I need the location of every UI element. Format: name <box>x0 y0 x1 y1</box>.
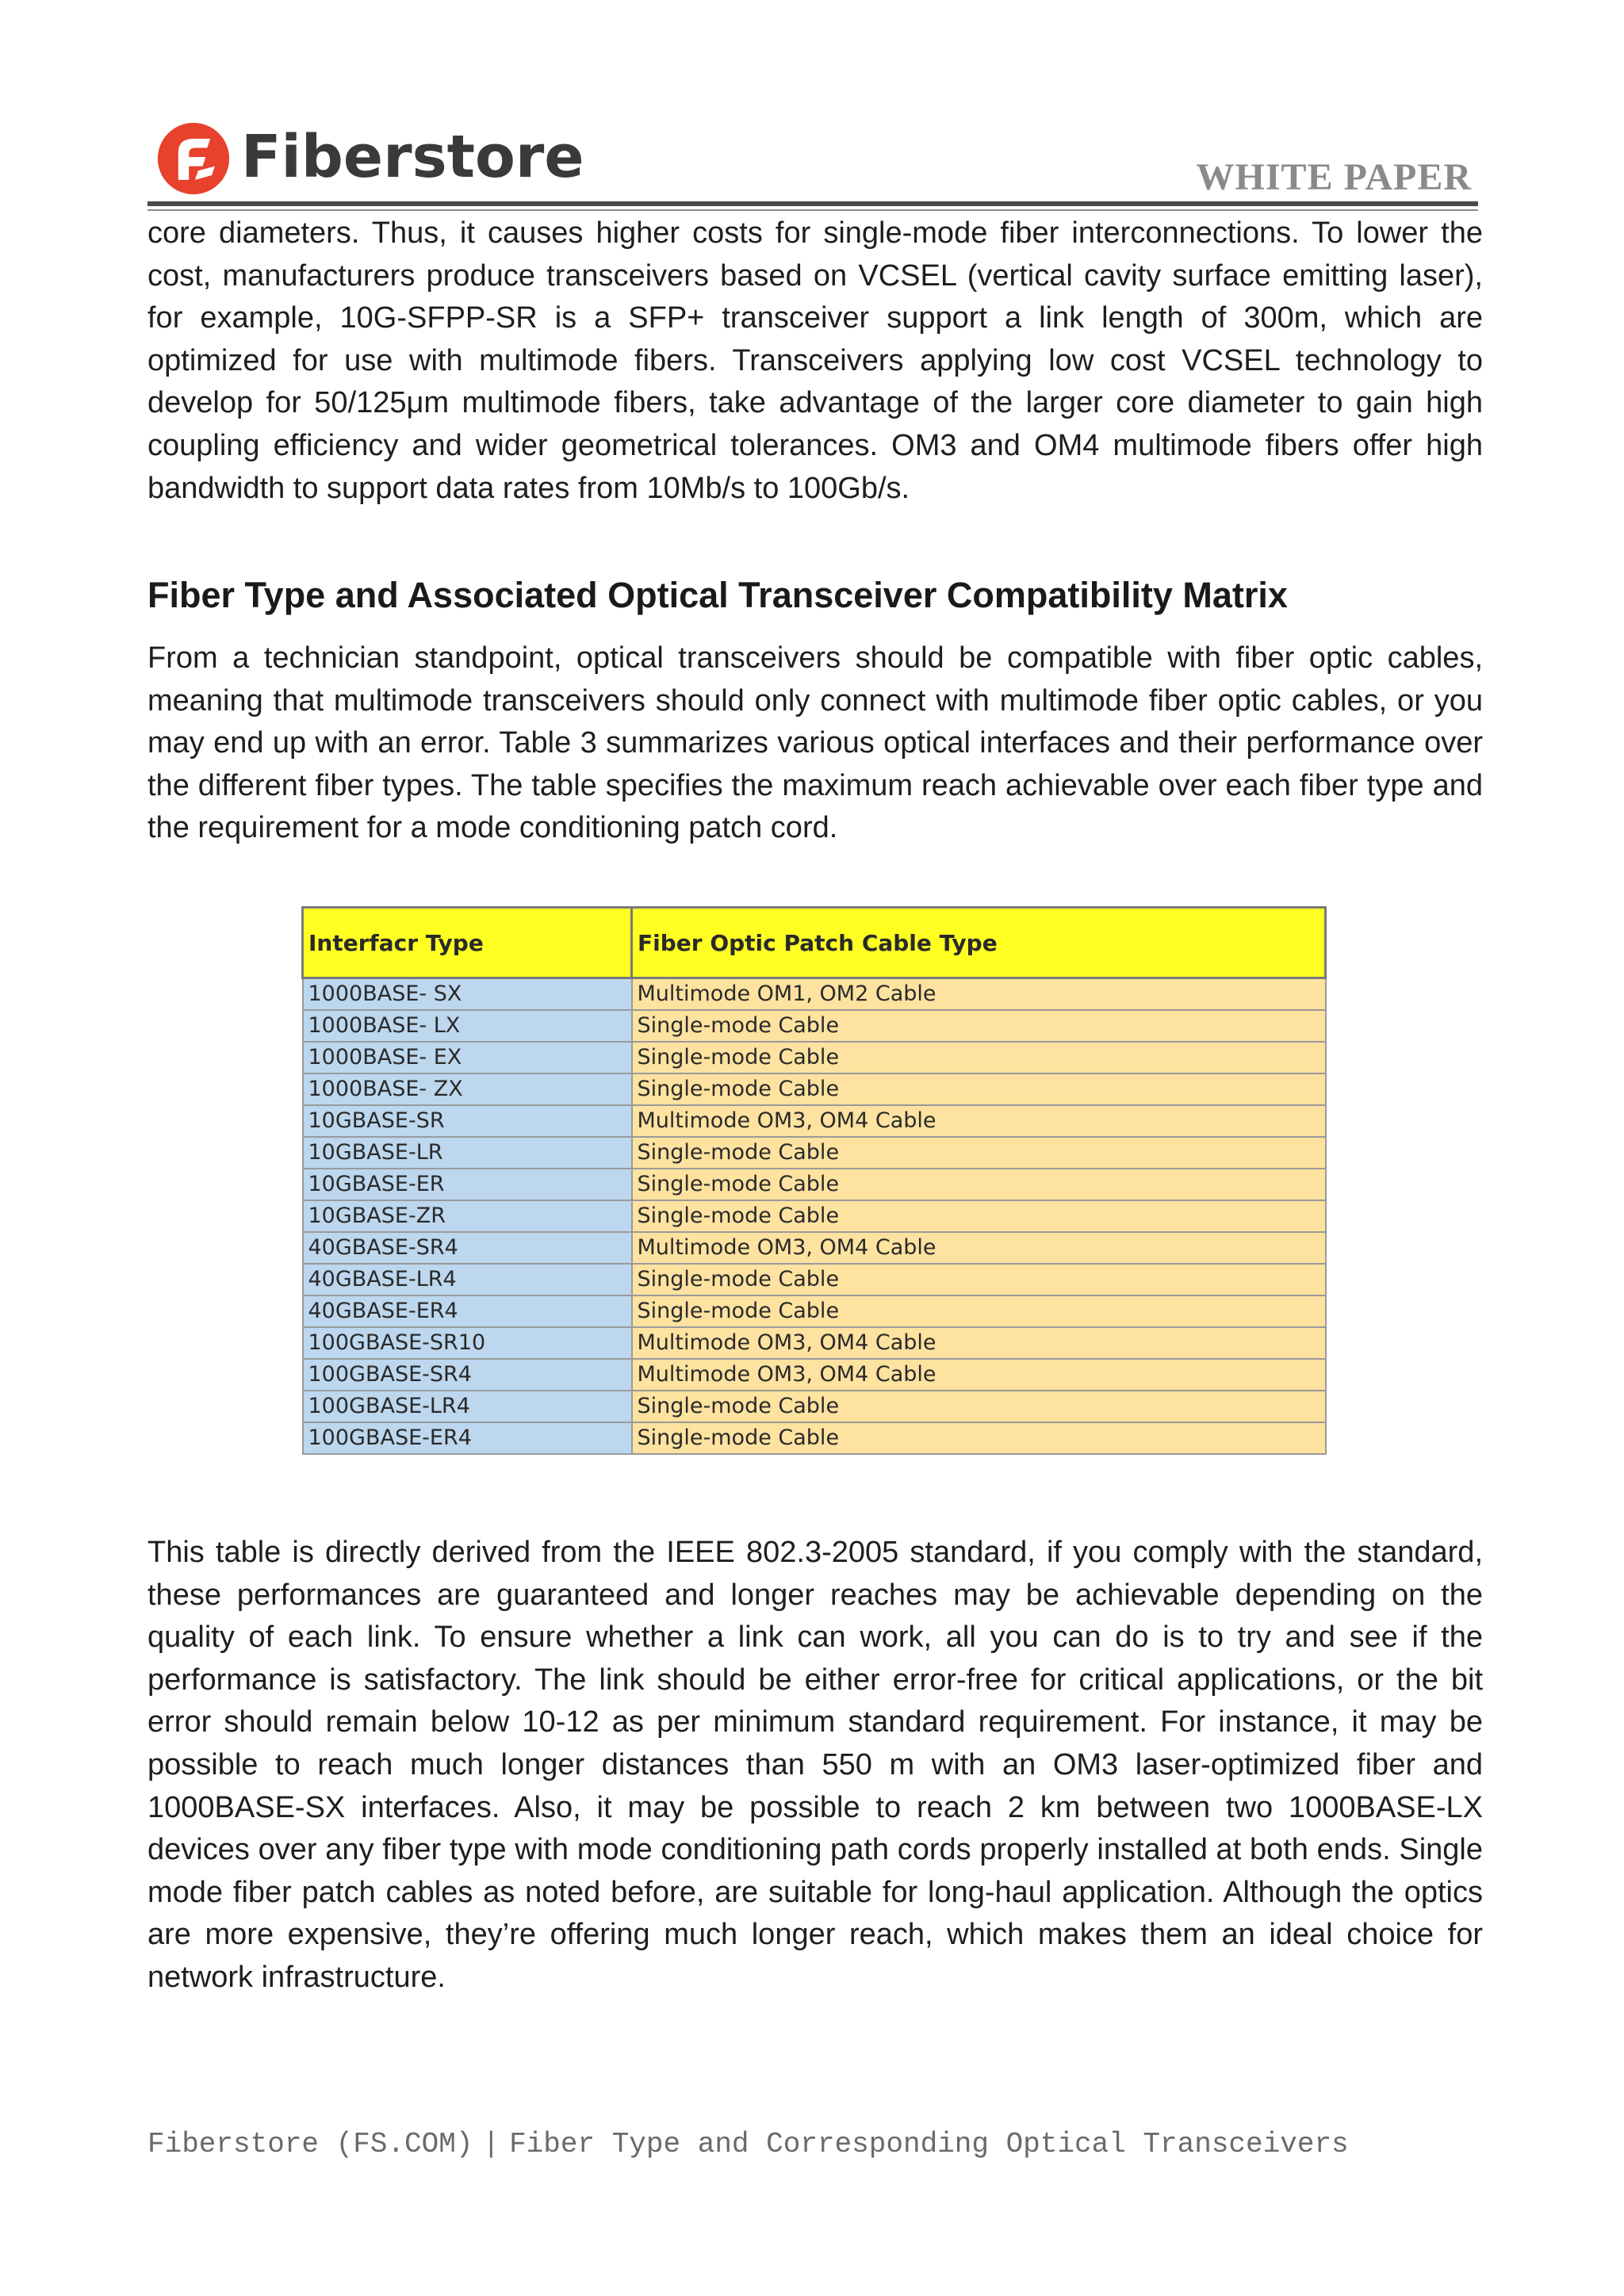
header-rule-thick <box>147 201 1478 206</box>
interface-type-cell: 1000BASE- LX <box>303 1010 632 1042</box>
table-row <box>303 1327 1326 1359</box>
table-row <box>303 1073 1326 1105</box>
interface-type-cell: 40GBASE-ER4 <box>303 1295 632 1327</box>
interface-type-cell: 1000BASE- EX <box>303 1042 632 1073</box>
footer-title: Fiber Type and Corresponding Optical Transceivers <box>509 2128 1349 2160</box>
cable-type-cell: Single-mode Cable <box>632 1295 1326 1327</box>
table-row <box>303 1105 1326 1137</box>
table-row <box>303 1200 1326 1232</box>
interface-type-cell: 1000BASE- ZX <box>303 1073 632 1105</box>
paragraph-compatibility: From a technician standpoint, optical transceivers should be compatible with fiber optic cables, meaning that multimode transceivers should only connect with multimode fiber optic cables, or you may end up with an error. Table 3 summarizes various optical interfaces and their performance over the different fiber types. The table specifies the maximum reach achievable over each fiber type and the requirement for a mode conditioning patch cord. <box>147 641 1483 845</box>
table-row <box>303 1042 1326 1073</box>
header-cable-type: Fiber Optic Patch Cable Type <box>632 908 1326 978</box>
cable-type-cell: Single-mode Cable <box>632 1391 1326 1422</box>
interface-type-cell: 10GBASE-ZR <box>303 1200 632 1232</box>
header-interface-type: Interfacr Type <box>303 908 632 978</box>
cable-type-cell: Single-mode Cable <box>632 1042 1326 1073</box>
table-row <box>303 1169 1326 1200</box>
cable-type-cell: Multimode OM1, OM2 Cable <box>632 978 1326 1011</box>
table-row <box>303 1010 1326 1042</box>
doc-type-label: WHITE PAPER <box>1196 156 1472 198</box>
cable-type-cell: Single-mode Cable <box>632 1169 1326 1200</box>
fiberstore-logo-icon <box>155 121 232 197</box>
table-row <box>303 1391 1326 1422</box>
interface-type-cell: 100GBASE-SR4 <box>303 1359 632 1391</box>
paragraph-intro: core diameters. Thus, it causes higher costs for single-mode fiber interconnections. To lower the cost, manufacturers produce transceivers based on VCSEL (vertical cavity surface emitting laser), for example, 10G-SFPP-SR is a SFP+ transceiver support a link length of 300m, which are optimized for use with multimode fibers. Transceivers applying low cost VCSEL technology to develop for 50/125μm multimode fibers, take advantage of the larger core diameter to gain high coupling efficiency and wider geometrical tolerances. OM3 and OM4 multimode fibers offer high bandwidth to support data rates from 10Mb/s to 100Gb/s. <box>147 216 1483 505</box>
compatibility-matrix-table <box>301 906 1327 1455</box>
table-row <box>303 1422 1326 1454</box>
footer-separator: | <box>482 2128 500 2160</box>
cable-type-cell: Multimode OM3, OM4 Cable <box>632 1327 1326 1359</box>
interface-type-cell: 40GBASE-SR4 <box>303 1232 632 1264</box>
table-header-row <box>303 908 1326 978</box>
table-row <box>303 1359 1326 1391</box>
paragraph-standard: This table is directly derived from the IEEE 802.3-2005 standard, if you comply with the standard, these performances are guaranteed and longer reaches may be achievable depending on the quality of each link. To ensure whether a link can work, all you can do is to try and see if the performance is satisfactory. The link should be either error-free for critical applications, or the bit error should remain below 10-12 as per minimum standard requirement. For instance, it may be possible to reach much longer distances than 550 m with an OM3 laser-optimized fiber and 1000BASE-SX interfaces. Also, it may be possible to reach 2 km between two 1000BASE-LX devices over any fiber type with mode conditioning path cords properly installed at both ends. Single mode fiber patch cables as noted before, are suitable for long-haul application. Although the optics are more expensive, they’re offering much longer reach, which makes them an ideal choice for network infrastructure. <box>147 1536 1483 1994</box>
interface-type-cell: 1000BASE- SX <box>303 978 632 1011</box>
section-heading: Fiber Type and Associated Optical Transceiver Compatibility Matrix <box>147 575 1288 615</box>
table-row <box>303 1137 1326 1169</box>
interface-type-cell: 10GBASE-ER <box>303 1169 632 1200</box>
cable-type-cell: Single-mode Cable <box>632 1010 1326 1042</box>
cable-type-cell: Multimode OM3, OM4 Cable <box>632 1105 1326 1137</box>
table-row <box>303 1232 1326 1264</box>
table-row <box>303 978 1326 1011</box>
cable-type-cell: Single-mode Cable <box>632 1264 1326 1295</box>
interface-type-cell: 40GBASE-LR4 <box>303 1264 632 1295</box>
cable-type-cell: Multimode OM3, OM4 Cable <box>632 1232 1326 1264</box>
interface-type-cell: 10GBASE-SR <box>303 1105 632 1137</box>
table-row <box>303 1295 1326 1327</box>
footer-company: Fiberstore (FS.COM) <box>147 2128 473 2160</box>
brand-name: Fiberstore <box>241 123 584 191</box>
table-body <box>303 978 1326 1455</box>
cable-type-cell: Single-mode Cable <box>632 1422 1326 1454</box>
cable-type-cell: Single-mode Cable <box>632 1200 1326 1232</box>
page-footer <box>147 2125 1483 2164</box>
interface-type-cell: 100GBASE-ER4 <box>303 1422 632 1454</box>
interface-type-cell: 100GBASE-LR4 <box>303 1391 632 1422</box>
header-rule-thin <box>147 209 1478 211</box>
interface-type-cell: 100GBASE-SR10 <box>303 1327 632 1359</box>
cable-type-cell: Single-mode Cable <box>632 1073 1326 1105</box>
cable-type-cell: Multimode OM3, OM4 Cable <box>632 1359 1326 1391</box>
interface-type-cell: 10GBASE-LR <box>303 1137 632 1169</box>
page-header <box>147 111 1478 206</box>
table-row <box>303 1264 1326 1295</box>
cable-type-cell: Single-mode Cable <box>632 1137 1326 1169</box>
